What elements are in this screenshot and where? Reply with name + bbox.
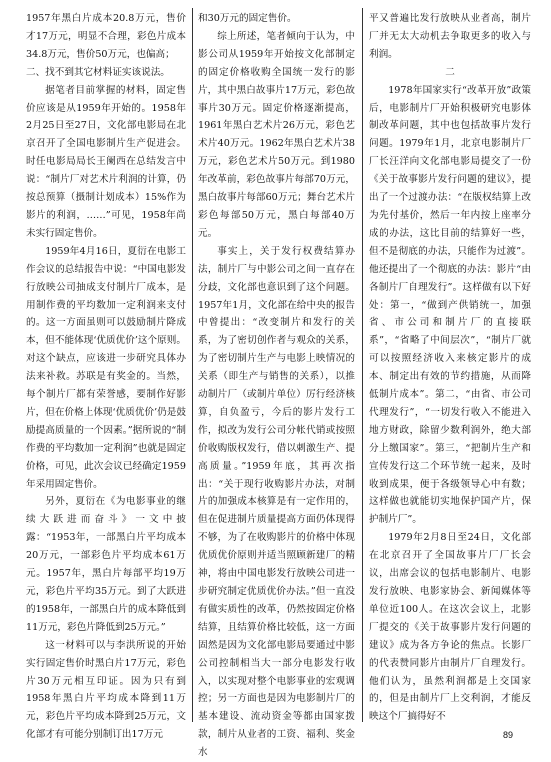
paragraph: 据笔者目前掌握的材料，固定售价应该是从1959年开始的。1958年2月25日至27日，文化部电影局在北京召开了全国电影制片生产促进会。时任电影局局长王阑西在总结发言中说：“制片厂对艺术片利润的计算，仍按总预算（摄制计划成本）15%作为影片的利润，……”可见，1958年尚未实行固定售价。 [26,84,186,239]
paragraph: 综上所述，笔者倾向于认为，中影公司从1959年开始按文化部制定的固定价格收购全国统一发行的影片，其中黑白故事片17万元，彩色故事片30万元。固定价格逐渐提高，1961年黑白艺术片26万元，彩色艺术片40万元。1962年黑白艺术片38万元，彩色艺术片50万元。到1980年改革前，彩色故事片每部70万元，黑白故事片每部60万元；舞台艺术片彩色每部50万元，黑白每部40万元。 [198,30,355,239]
paragraph: 1957年黑白片成本20.8万元，售价才17万元，明显不合理，彩色片成本34.8万元，售价50万元，也偏高； [26,13,186,60]
page-number: 89 [503,730,514,740]
column-divider-1 [192,8,193,722]
paragraph: 这一材料可以与李洪所说的开始实行固定售价时黑白片17万元，彩色片30万元相互印证。因为只有到1958年黑白片平均成本降到11万元，彩色片平均成本降到25万元，文化部才有可能分别制订出17万元 [26,639,186,741]
column-divider-2 [362,8,363,722]
paragraph: 另外，夏衍在《为电影事业的继续大跃进而奋斗》一文中披露：“1953年，一部黑白片平均成本20万元，一部彩色片平均成本61万元。1957年，黑白片每部平均19万元，彩色片平均35万元。到了大跃进的1958年，一部黑白片的成本降低到11万元，彩色片降低到25万元。” [26,496,186,633]
paragraph: 事实上，关于发行权费结算办法，制片厂与中影公司之间一直存在分歧，文化部也意识到了这个问题。1957年1月，文化部在给中央的报告中曾提出：“改变制片和发行的关系，为了密切创作者与观众的关系，为了密切制片生产与电影上映情况的关系（即生产与销售的关系），以推动制片厂（或制片单位）厉行经济核算，自负盈亏，今后的影片发行工作，拟改为发行公司分帐代销或按照价收购版权发行，借以刺激生产、提高质量。”1959年底，其再次指出：“关于现行收购影片办法，对制片的加强成本核算是有一定作用的，但在促进制片质量提高方面仍体现得不够，为了在收购影片的价格中体现优质优价原则并适当照顾新建厂的精神，将由中国电影发行放映公司进一步研究制定优质优价办法。”但一直没有做实质性的改革，仍然按固定价格结算，且结算价格比较低，这一方面固然是因为文化部电影局要通过中影公司控制相当大一部分电影发行收入，以实现对整个电影事业的宏观调控；另一方面也是因为电影制片厂的基本建设、流动资金等都由国家拨款，制片从业者的工资、福利、奖金水 [198,245,355,759]
text-column-1 [26,10,186,744]
text-column-2 [198,10,355,762]
text-column-3 [369,10,531,726]
paragraph: 1959年4月16日，夏衍在电影工作会议的总结报告中说：“中国电影发行放映公司抽成支付制片厂成本，是用制作费的平均数加一定利润来支付的。这一方面虽则可以鼓励制片降成本，但不能体现‘优质优价’这个原则。对这个缺点，应该进一步研究具体办法来补救。苏联是有奖金的。当然，每个制片厂都有荣誉感，要制作好影片，但在价格上体现‘优质优价’仍是鼓励提高质量的一个因素。”据所说的“制作费的平均数加一定利润”也就是固定价格，可见，此次会议已经确定1959年采用固定售价。 [26,245,186,490]
paragraph: 和30万元的固定售价。 [198,13,297,24]
section-number: 二 [445,66,455,78]
paragraph: 二、找不到其它材料证实该说法。 [26,66,170,78]
paragraph: 平又普遍比发行放映从业者高，制片厂并无太大动机去争取更多的收入与利润。 [369,13,531,60]
paragraph: 1979年2月8日至24日，文化部在北京召开了全国故事片厂厂长会议，出席会议的包括电影制片、电影发行放映、电影家协会、新闻媒体等单位近100人。在这次会议上，北影厂提交的《关于故事影片发行问题的建议》成为各方争论的焦点。长影厂的代表赞同影片由制片厂自理发行。他们认为，虽然利润都是上交国家的，但是由制片厂上交利润，才能反映这个厂搞得好不 [369,532,531,723]
paragraph: 1978年国家实行“改革开放”政策后，电影制片厂开始积极研究电影体制改革问题，其中也包括故事片发行问题。1979年1月，北京电影制片厂厂长汪洋向文化部电影局提交了一份《关于故事影片发行问题的建议》，提出了一个过渡办法：“在版权结算上改为先付基价，然后一年内按上座率分成的办法，这比目前的结算好一些，但不是彻底的办法，只能作为过渡”。他还提出了一个彻底的办法：影片“由各制片厂自理发行”。这样做有以下好处：第一，“做到产供销统一，加强省、市公司和制片厂的直接联系”，“省略了中间层次”，“制片厂就可以按照经济收入来核定影片的成本、制定出有效的节约措施，从而降低制片成本”。第二，“由省、市公司代理发行”，“一切发行收入不能进入地方财政，除留少数利润外，绝大部分上缴国家”。第三，“把制片生产和宣传发行这二个环节统一起来，及时收到成果，便于各级领导心中有数；这样做也就能切实地保护国产片，保护制片厂”。 [369,84,531,526]
